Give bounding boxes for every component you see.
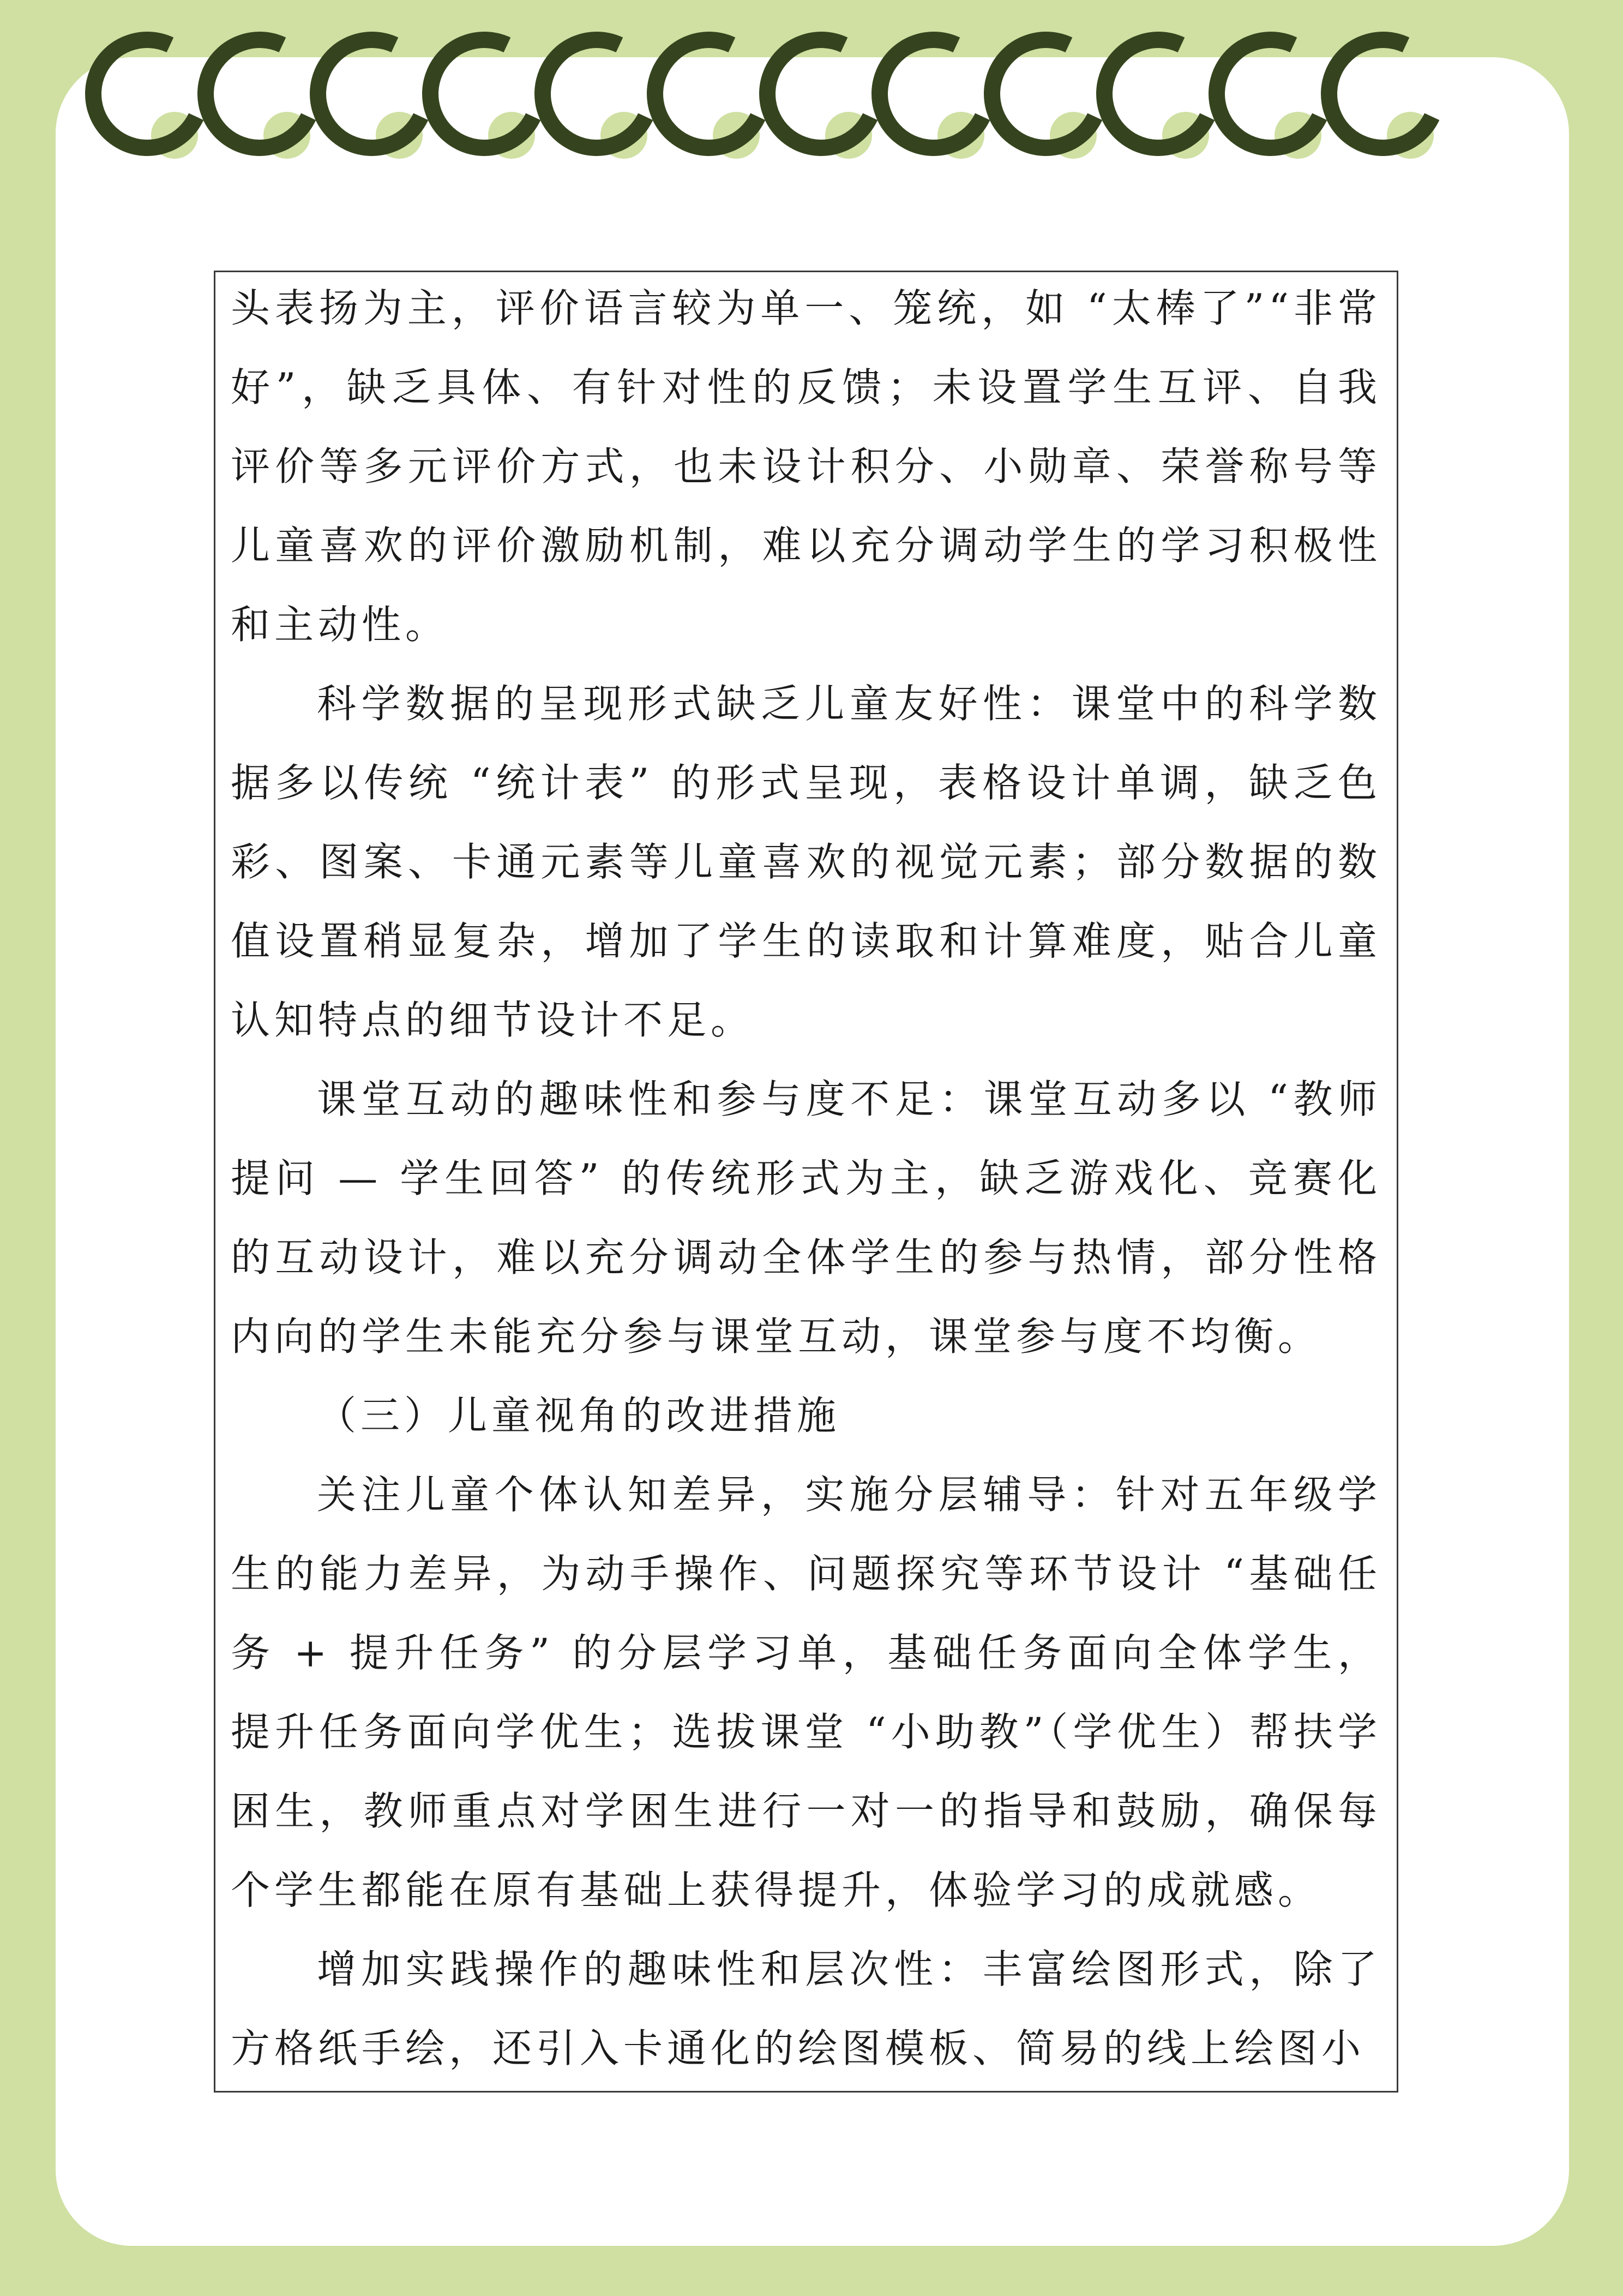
paragraph-classroom-interaction: 课堂互动的趣味性和参与度不足：课堂互动多以 “教师提问 — 学生回答” 的传统形式为主，缺乏游戏化、竞赛化的互动设计，难以充分调动全体学生的参与热情，部分性格内向的学生未能充分参与课堂互动，课堂参与度不均衡。 [231,1076,1381,1359]
paragraph-evaluation: 头表扬为主，评价语言较为单一、笼统，如 “太棒了”“非常好”，缺乏具体、有针对性的反馈；未设置学生互评、自我评价等多元评价方式，也未设计积分、小勋章、荣誉称号等儿童喜欢的评价激励机制，难以充分调动学生的学习积极性和主动性。 [231,285,1381,648]
text-frame [214,271,1398,2093]
paragraph-tiered-guidance: 关注儿童个体认知差异，实施分层辅导：针对五年级学生的能力差异，为动手操作、问题探究等环节设计 “基础任务 + 提升任务” 的分层学习单，基础任务面向全体学生，提升任务面向学优生；选拔课堂 “小助教”（学优生）帮扶学困生，教师重点对学困生进行一对一的指导和鼓励，确保每个学生都能在原有基础上获得提升，体验学习的成就感。 [231,1472,1381,1913]
section-heading: （三）儿童视角的改进措施 [317,1393,841,1438]
paragraph-practice-operations: 增加实践操作的趣味性和层次性：丰富绘图形式，除了方格纸手绘，还引入卡通化的绘图模板、简易的线上绘图小 [231,1946,1381,2071]
paragraph-data-presentation: 科学数据的呈现形式缺乏儿童友好性：课堂中的科学数据多以传统 “统计表” 的形式呈现，表格设计单调，缺乏色彩、图案、卡通元素等儿童喜欢的视觉元素；部分数据的数值设置稍显复杂，增加了学生的读取和计算难度，贴合儿童认知特点的细节设计不足。 [231,681,1381,1043]
